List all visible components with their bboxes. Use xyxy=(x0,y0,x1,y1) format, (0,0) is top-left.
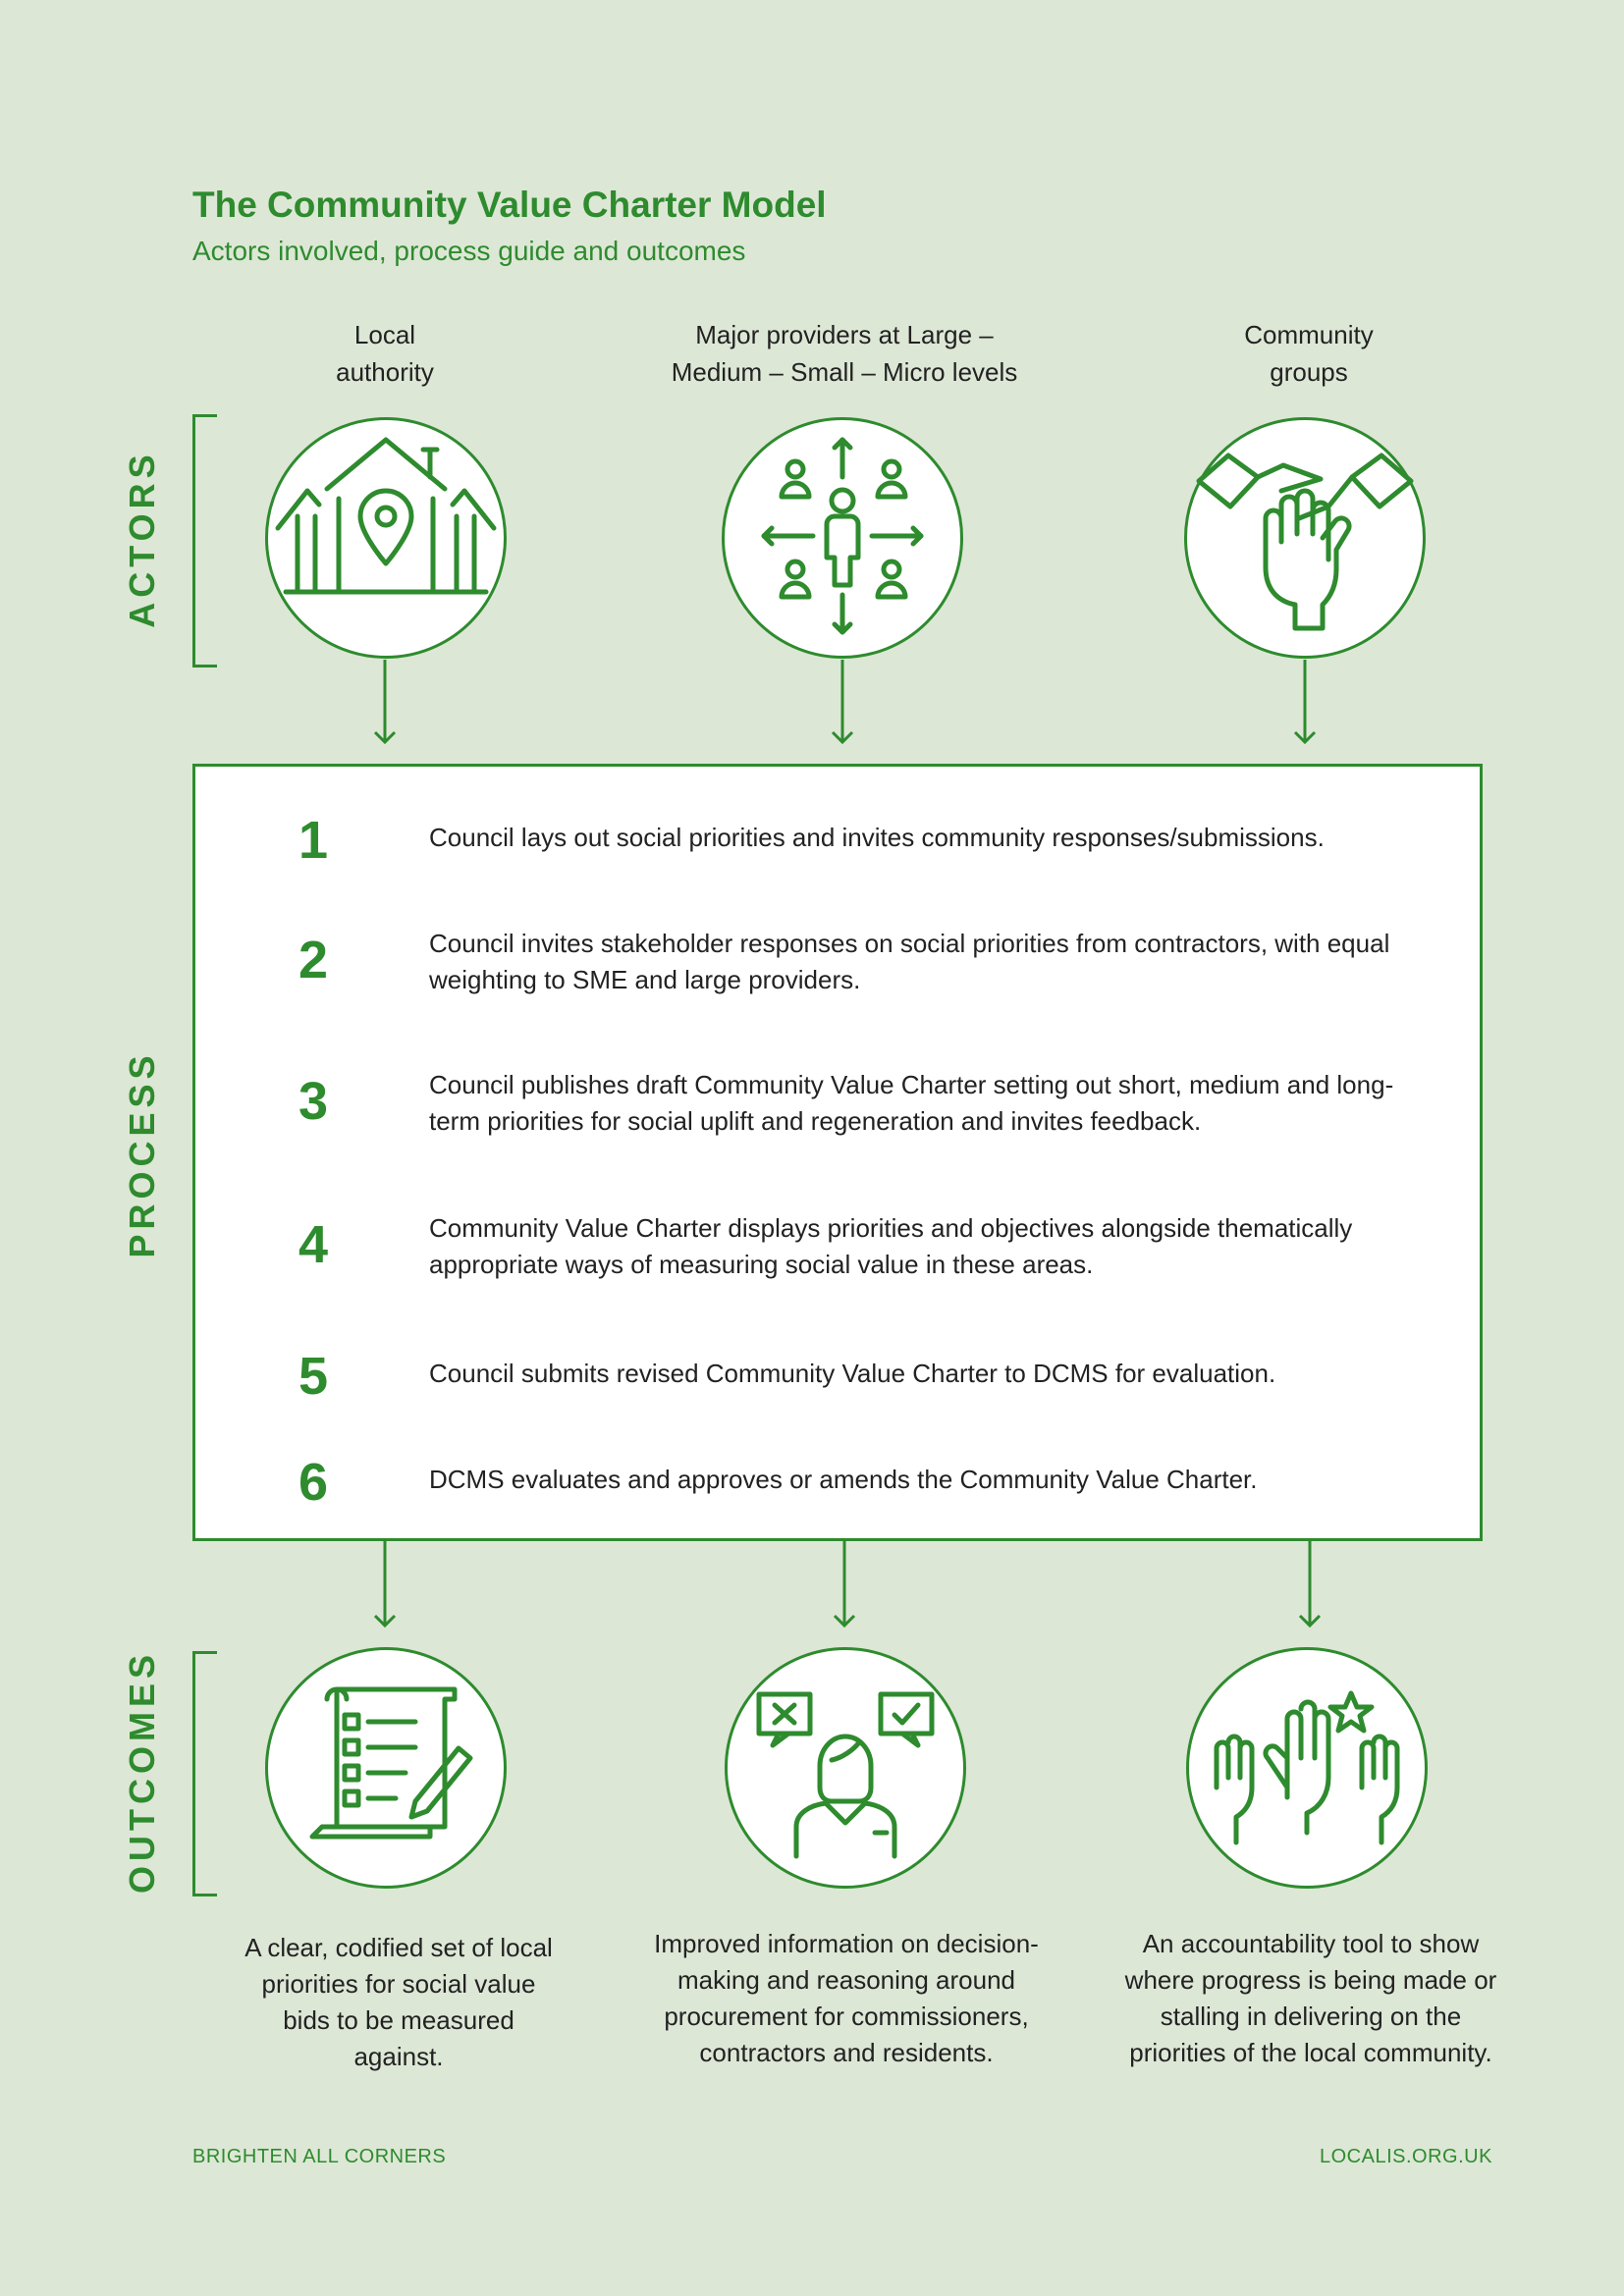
step-number: 3 xyxy=(298,1072,329,1131)
outcome-text: An accountability tool to show where progress is being made or stalling in delivering on the priorities of the local community. xyxy=(1124,1929,1497,2067)
arrow-down-icon xyxy=(830,660,855,764)
section-label-process: PROCESS xyxy=(122,1050,162,1258)
page-subtitle: Actors involved, process guide and outcomes xyxy=(192,236,746,266)
step-number: 2 xyxy=(298,931,329,989)
step-text: Council publishes draft Community Value Charter setting out short, medium and long-term priorities for social uplift and regeneration and invites feedback. xyxy=(429,1070,1394,1136)
handshake-hands-icon xyxy=(1184,417,1426,659)
person-decision-icon xyxy=(725,1647,966,1889)
arrow-down-icon xyxy=(832,1541,857,1629)
arrow-down-icon xyxy=(1297,1541,1323,1629)
step-text: Council submits revised Community Value Charter to DCMS for evaluation. xyxy=(429,1359,1276,1388)
actors-bracket xyxy=(192,414,217,667)
actor-label-major-providers: Major providers at Large – Medium – Small – Micro levels xyxy=(671,320,1018,387)
process-box xyxy=(192,764,1483,1541)
arrow-down-icon xyxy=(372,660,398,764)
outcomes-bracket xyxy=(192,1651,217,1896)
actor-label-local-authority: Local authority xyxy=(336,320,434,387)
outcome-text: Improved information on decision-making and reasoning around procurement for commissioners, contractors and residents. xyxy=(654,1929,1039,2067)
arrow-down-icon xyxy=(372,1541,398,1629)
step-number: 6 xyxy=(298,1453,329,1512)
outcome-text: A clear, codified set of local priorities for social value bids to be measured against. xyxy=(244,1933,553,2071)
step-text: Community Value Charter displays priorities and objectives alongside thematically appropriate ways of measuring social value in these areas. xyxy=(429,1213,1353,1279)
section-label-actors: ACTORS xyxy=(122,450,162,628)
raised-hands-star-icon xyxy=(1186,1647,1428,1889)
footer-right: LOCALIS.ORG.UK xyxy=(1320,2146,1492,2167)
step-text: Council lays out social priorities and invites community responses/submissions. xyxy=(429,823,1325,852)
section-label-outcomes: OUTCOMES xyxy=(122,1650,162,1895)
network-people-icon xyxy=(722,417,963,659)
step-number: 5 xyxy=(298,1347,329,1406)
footer-left: BRIGHTEN ALL CORNERS xyxy=(192,2146,447,2167)
step-number: 1 xyxy=(298,811,329,870)
step-text: Council invites stakeholder responses on social priorities from contractors, with equal weighting to SME and large providers. xyxy=(429,929,1390,994)
page-title: The Community Value Charter Model xyxy=(192,185,827,225)
step-text: DCMS evaluates and approves or amends the Community Value Charter. xyxy=(429,1465,1258,1494)
checklist-document-icon xyxy=(265,1647,507,1889)
arrow-down-icon xyxy=(1292,660,1318,764)
house-location-icon xyxy=(265,417,507,659)
actor-label-community-groups: Community groups xyxy=(1244,320,1374,387)
step-number: 4 xyxy=(298,1215,329,1274)
